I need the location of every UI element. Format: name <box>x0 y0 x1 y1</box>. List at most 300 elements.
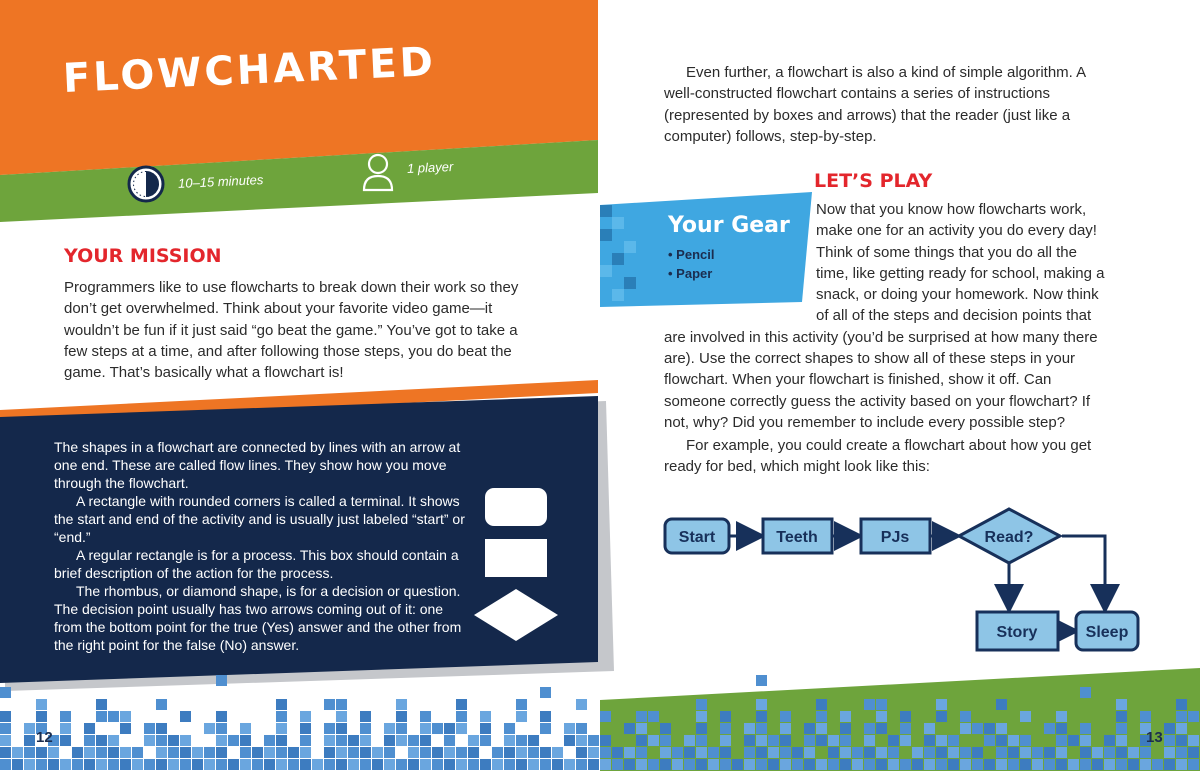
pixel-block <box>432 759 443 770</box>
pixel-block <box>480 735 491 746</box>
pixel-block <box>708 747 719 758</box>
pixel-block <box>1188 747 1199 758</box>
pixel-block <box>456 747 467 758</box>
pjs-label: PJs <box>880 529 910 546</box>
pixel-block <box>420 735 431 746</box>
pixel-block <box>780 711 791 722</box>
pixel-block <box>984 759 995 770</box>
pixel-block <box>252 747 263 758</box>
pixel-block <box>468 735 479 746</box>
info-paragraph: The shapes in a flowchart are connected by lines with an arrow at one end. These are called flow lines. They show how you move through the flowchart. <box>54 439 461 491</box>
pixel-block <box>96 735 107 746</box>
pixel-block <box>576 699 587 710</box>
pixel-block <box>720 723 731 734</box>
pixel-block <box>1056 759 1067 770</box>
pixel-block <box>1008 747 1019 758</box>
pixel-block <box>564 723 575 734</box>
pixel-block <box>1188 759 1199 770</box>
pixel-block <box>1176 711 1187 722</box>
pixel-block <box>696 735 707 746</box>
pixel-block <box>192 759 203 770</box>
pixel-block <box>588 759 599 770</box>
pixel-block <box>60 735 71 746</box>
pixel-block <box>972 747 983 758</box>
info-paragraph: The rhombus, or diamond shape, is for a decision or question. The decision point usually has two arrows coming out of it: one from the bottom point for the true (Yes) answer and the other from the right point for the false (No) answer. <box>54 583 462 653</box>
pixel-block <box>540 687 551 698</box>
players-label: 1 player <box>406 158 454 177</box>
pixel-block <box>96 711 107 722</box>
pixel-block <box>516 711 527 722</box>
pixel-block <box>564 735 575 746</box>
pixel-block <box>360 735 371 746</box>
pixel-block <box>336 735 347 746</box>
pixel-block <box>60 711 71 722</box>
pixel-block <box>900 711 911 722</box>
pixel-block <box>48 747 59 758</box>
time-label: 10–15 minutes <box>177 172 264 191</box>
pixel-block <box>780 723 791 734</box>
gear-item-pencil: • Pencil <box>668 247 715 262</box>
pixel-block <box>588 747 599 758</box>
pixel-block <box>924 747 935 758</box>
pixel-block <box>864 723 875 734</box>
pixel-block <box>756 735 767 746</box>
gear-title: Your Gear <box>668 213 790 238</box>
pixel-block <box>1152 759 1163 770</box>
pixel-block <box>924 735 935 746</box>
pixel-block <box>924 723 935 734</box>
pixel-block <box>696 759 707 770</box>
pixel-block <box>384 735 395 746</box>
pixel-block <box>456 711 467 722</box>
pixel-block <box>1080 723 1091 734</box>
pixel-block <box>516 735 527 746</box>
pixel-block <box>24 735 35 746</box>
pixel-block <box>84 723 95 734</box>
pixel-block <box>444 735 455 746</box>
pixel-block <box>600 747 611 758</box>
pixel-block <box>480 711 491 722</box>
pixel-block <box>96 747 107 758</box>
pixel-block <box>744 735 755 746</box>
pixel-block <box>960 723 971 734</box>
pixel-block <box>684 759 695 770</box>
pixel-block <box>408 759 419 770</box>
pixel-block <box>420 747 431 758</box>
pixel-block <box>384 747 395 758</box>
pixel-block <box>912 747 923 758</box>
pixel-block <box>1092 759 1103 770</box>
pixel-block <box>1140 711 1151 722</box>
pixel-block <box>228 759 239 770</box>
pixel-block <box>456 699 467 710</box>
pixel-block <box>216 711 227 722</box>
pixel-block <box>384 759 395 770</box>
lets-play-paragraph: Now that you know how flowcharts work, make one for an activity you do every day! Think of some things that you do all the time, like getting ready for school, making a snack, or doing your homework. Now think of all of the steps and decision points that are involved in this activity (you’d be surprised at how many there are). Use the correct shapes to show all of these steps in your flowchart. When your flowchart is finished, show it off. Can someone correctly guess the activity based on your flowchart? If not, why? Did you remember to include every possible step? <box>664 201 1105 431</box>
pixel-block <box>516 699 527 710</box>
pixel-block <box>204 747 215 758</box>
pixel-block <box>1056 723 1067 734</box>
pixel-block <box>300 723 311 734</box>
pixel-block <box>936 747 947 758</box>
pixel-block <box>528 759 539 770</box>
pixel-block <box>24 759 35 770</box>
pixel-block <box>816 711 827 722</box>
pixel-block <box>156 759 167 770</box>
pixel-block <box>288 759 299 770</box>
pixel-block <box>372 747 383 758</box>
sleep-label: Sleep <box>1085 624 1129 641</box>
pixel-block <box>1032 747 1043 758</box>
info-paragraph: A regular rectangle is for a process. This box should contain a brief description of the action for the process. <box>54 547 459 581</box>
pixel-block <box>276 723 287 734</box>
pixel-block <box>756 699 767 710</box>
pixel-block <box>1092 747 1103 758</box>
pixel-block <box>900 723 911 734</box>
pixel-block <box>1116 747 1127 758</box>
pixel-block <box>660 759 671 770</box>
pixel-block <box>144 735 155 746</box>
pixel-block <box>972 759 983 770</box>
pixel-block <box>996 723 1007 734</box>
pixel-block <box>336 747 347 758</box>
pixel-block <box>12 759 23 770</box>
pixel-block <box>840 735 851 746</box>
pixel-block <box>1044 759 1055 770</box>
pixel-block <box>1116 723 1127 734</box>
pixel-block <box>828 759 839 770</box>
pixel-block <box>36 711 47 722</box>
info-paragraph: A rectangle with rounded corners is called a terminal. It shows the start and end of the activity and is usually just labeled “start” or “end.” <box>54 493 465 545</box>
pixel-block <box>792 759 803 770</box>
pixel-block <box>144 759 155 770</box>
pixel-block <box>240 723 251 734</box>
pixel-block <box>768 747 779 758</box>
pixel-block <box>1068 735 1079 746</box>
pixel-block <box>288 747 299 758</box>
pixel-block <box>948 759 959 770</box>
pixel-block <box>636 759 647 770</box>
pixel-block <box>576 735 587 746</box>
example-text: For example, you could create a flowchart about how you get ready for bed, which might look like this: <box>664 437 1092 476</box>
pixel-block <box>192 747 203 758</box>
mission-text: Programmers like to use flowcharts to break down their work so they don’t get overwhelmed. Think about your favorite video game—it wouldn’t be fun if it just said “go beat the game.” You’ve got to take a few steps at a time, and after following those steps, you do beat the game. That’s basically what a flowchart is! <box>64 279 519 382</box>
pixel-block <box>360 723 371 734</box>
pixel-block <box>132 759 143 770</box>
bedtime-flowchart <box>600 500 1160 670</box>
pixel-block <box>744 723 755 734</box>
pixel-block <box>120 711 131 722</box>
pixel-block <box>540 723 551 734</box>
pixel-block <box>240 735 251 746</box>
pixel-block <box>504 723 515 734</box>
pixel-block <box>228 735 239 746</box>
pixel-block <box>948 735 959 746</box>
pixel-block <box>780 735 791 746</box>
pixel-block <box>576 723 587 734</box>
pixel-block <box>204 723 215 734</box>
pixel-block <box>444 747 455 758</box>
pixel-block <box>1116 711 1127 722</box>
pixel-block <box>864 699 875 710</box>
pixel-block <box>180 747 191 758</box>
pixel-block <box>216 759 227 770</box>
pixel-block <box>252 759 263 770</box>
pixel-block <box>780 759 791 770</box>
pixel-block <box>888 759 899 770</box>
pixel-block <box>1008 735 1019 746</box>
pixel-block <box>600 735 611 746</box>
pixel-block <box>1056 747 1067 758</box>
pixel-block <box>432 747 443 758</box>
pixel-block <box>1008 759 1019 770</box>
pixel-block <box>528 747 539 758</box>
pixel-block <box>396 699 407 710</box>
pixel-block <box>408 747 419 758</box>
pixel-block <box>1164 759 1175 770</box>
pixel-block <box>180 735 191 746</box>
pixel-block <box>804 759 815 770</box>
pixel-block <box>324 723 335 734</box>
pixel-block <box>840 759 851 770</box>
process-shape <box>485 539 547 577</box>
pixel-block <box>540 711 551 722</box>
pixel-block <box>936 759 947 770</box>
pixel-block <box>1032 759 1043 770</box>
pixel-block <box>204 759 215 770</box>
pixel-block <box>648 735 659 746</box>
pixel-block <box>828 735 839 746</box>
pixel-block <box>0 711 11 722</box>
pixel-block <box>1176 723 1187 734</box>
pixel-block <box>324 699 335 710</box>
pixel-block <box>36 699 47 710</box>
pixel-block <box>276 735 287 746</box>
pixel-block <box>108 759 119 770</box>
pixel-block <box>300 735 311 746</box>
pixel-block <box>912 759 923 770</box>
pixel-block <box>660 723 671 734</box>
pixel-block <box>420 723 431 734</box>
pixel-block <box>672 747 683 758</box>
pixel-block <box>168 735 179 746</box>
pixel-block <box>348 735 359 746</box>
mission-heading: YOUR MISSION <box>64 245 222 267</box>
pixel-block <box>300 759 311 770</box>
pixel-block <box>516 759 527 770</box>
pixel-block <box>636 711 647 722</box>
pixel-block <box>156 723 167 734</box>
pixel-block <box>876 759 887 770</box>
pixel-block <box>336 699 347 710</box>
pixel-block <box>600 759 611 770</box>
pixel-block <box>504 759 515 770</box>
pixel-block <box>348 759 359 770</box>
pixel-block <box>864 735 875 746</box>
pixel-block <box>1116 699 1127 710</box>
pixel-block <box>216 735 227 746</box>
pixel-block <box>660 735 671 746</box>
intro-text: Even further, a flowchart is also a kind of simple algorithm. A well-constructed flowchart contains a series of instructions (represented by boxes and arrows) that the reader (just like a computer) follows, step-by-step. <box>664 64 1086 145</box>
pixel-block <box>816 735 827 746</box>
pixel-block <box>960 711 971 722</box>
pixel-block <box>984 723 995 734</box>
pixel-block <box>0 747 11 758</box>
pixel-block <box>156 735 167 746</box>
pixel-block <box>756 747 767 758</box>
lets-play-text <box>664 199 1108 433</box>
pixel-block <box>720 747 731 758</box>
pixel-block <box>816 723 827 734</box>
pixel-block <box>564 759 575 770</box>
pixel-block <box>804 747 815 758</box>
pixel-block <box>408 735 419 746</box>
pixel-block <box>1104 747 1115 758</box>
pixel-block <box>456 759 467 770</box>
pixel-block <box>972 723 983 734</box>
pixel-block <box>720 735 731 746</box>
pixel-block <box>72 747 83 758</box>
pixel-block <box>396 711 407 722</box>
pixel-block <box>960 747 971 758</box>
pixel-block <box>180 711 191 722</box>
pixel-block <box>876 723 887 734</box>
pixel-block <box>492 747 503 758</box>
pixel-block <box>0 687 11 698</box>
pixel-block <box>84 759 95 770</box>
pixel-block <box>1140 759 1151 770</box>
pixel-block <box>312 759 323 770</box>
pixel-block <box>1056 735 1067 746</box>
terminal-shape <box>485 488 547 526</box>
pixel-block <box>936 735 947 746</box>
pixel-block <box>1188 711 1199 722</box>
pixel-block <box>900 735 911 746</box>
pixel-block <box>276 747 287 758</box>
pixel-block <box>72 759 83 770</box>
story-label: Story <box>996 624 1038 641</box>
pixel-block <box>636 723 647 734</box>
pixel-block <box>1020 759 1031 770</box>
pixel-block <box>444 759 455 770</box>
pixel-block <box>96 699 107 710</box>
pixel-block <box>1164 723 1175 734</box>
pixel-block <box>36 759 47 770</box>
pixel-block <box>720 759 731 770</box>
pixel-block <box>540 759 551 770</box>
pixel-block <box>672 759 683 770</box>
pixel-block <box>1080 747 1091 758</box>
pixel-block <box>264 747 275 758</box>
pixel-block <box>576 747 587 758</box>
pixel-block <box>24 723 35 734</box>
pixel-block <box>648 759 659 770</box>
pixel-block <box>396 723 407 734</box>
pixel-block <box>0 759 11 770</box>
pixel-block <box>1080 735 1091 746</box>
pixel-block <box>156 699 167 710</box>
pixel-block <box>360 747 371 758</box>
pixel-block <box>696 699 707 710</box>
pixel-block <box>0 723 11 734</box>
pixel-block <box>276 759 287 770</box>
pixel-block <box>1128 747 1139 758</box>
pixel-block <box>480 759 491 770</box>
pixel-block <box>696 711 707 722</box>
pixel-block <box>468 759 479 770</box>
pixel-block <box>816 759 827 770</box>
pixel-block <box>780 747 791 758</box>
pixel-block <box>264 735 275 746</box>
page-number-right: 13 <box>1146 729 1163 746</box>
pixel-block <box>360 711 371 722</box>
pixel-block <box>84 735 95 746</box>
pixel-block <box>900 759 911 770</box>
pixel-block <box>1128 759 1139 770</box>
pixel-block <box>1080 759 1091 770</box>
pixel-block <box>696 747 707 758</box>
pixel-block <box>948 747 959 758</box>
pixel-block <box>936 711 947 722</box>
pixel-block <box>432 723 443 734</box>
pixel-block <box>876 699 887 710</box>
pixel-block <box>1116 759 1127 770</box>
pixel-block <box>792 747 803 758</box>
pixel-block <box>840 723 851 734</box>
pixel-block <box>936 699 947 710</box>
pixel-block <box>996 747 1007 758</box>
pixel-block <box>852 759 863 770</box>
pixel-block <box>420 711 431 722</box>
pixel-block <box>864 759 875 770</box>
lets-play-heading: LET’S PLAY <box>814 170 933 192</box>
pixel-block <box>300 711 311 722</box>
pixel-block <box>360 759 371 770</box>
pixel-block <box>660 747 671 758</box>
pixel-block <box>1140 747 1151 758</box>
pixel-block <box>756 759 767 770</box>
pixel-block <box>684 735 695 746</box>
pixel-block <box>324 747 335 758</box>
pixel-block <box>168 759 179 770</box>
pixel-block <box>516 747 527 758</box>
pixel-block <box>528 735 539 746</box>
pixel-block <box>1044 747 1055 758</box>
pixel-block <box>468 747 479 758</box>
pixel-block <box>84 747 95 758</box>
pixel-block <box>720 711 731 722</box>
pixel-block <box>1176 747 1187 758</box>
pixel-block <box>960 759 971 770</box>
pixel-block <box>180 759 191 770</box>
pixel-block <box>732 759 743 770</box>
pixel-block <box>552 747 563 758</box>
pixel-block <box>624 759 635 770</box>
pixel-block <box>1056 711 1067 722</box>
start-label: Start <box>678 529 716 546</box>
pixel-block <box>108 711 119 722</box>
pixel-block <box>24 747 35 758</box>
pixel-block <box>696 723 707 734</box>
pixel-block <box>804 735 815 746</box>
pixel-block <box>96 759 107 770</box>
pixel-block <box>540 747 551 758</box>
pixel-block <box>984 735 995 746</box>
pixel-block <box>888 735 899 746</box>
pixel-block <box>120 759 131 770</box>
pixel-block <box>12 747 23 758</box>
pixel-block <box>996 759 1007 770</box>
